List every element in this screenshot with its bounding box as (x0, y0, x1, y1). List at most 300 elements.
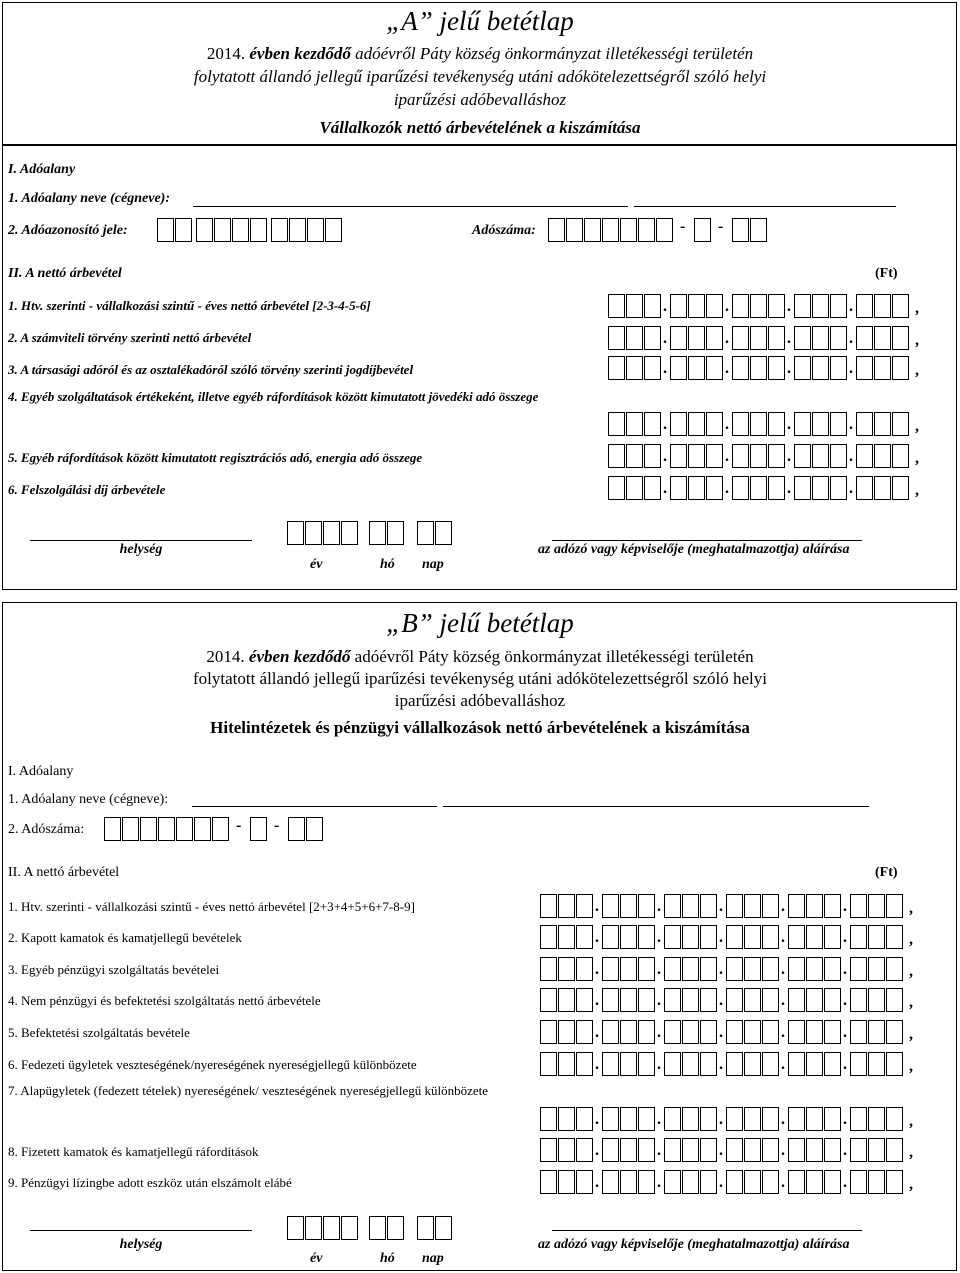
digit-box[interactable] (122, 817, 139, 841)
digit-box[interactable] (874, 476, 891, 500)
digit-box[interactable] (726, 1052, 743, 1076)
digit-box[interactable] (196, 218, 213, 242)
digit-box[interactable] (289, 218, 306, 242)
digit-box[interactable] (806, 1020, 823, 1044)
digit-box[interactable] (850, 988, 867, 1012)
digit-box[interactable] (644, 294, 661, 318)
digit-box[interactable] (886, 1107, 903, 1131)
digit-box[interactable] (540, 894, 557, 918)
digit-box[interactable] (387, 1216, 404, 1240)
digit-box[interactable] (700, 1052, 717, 1076)
digit-box[interactable] (868, 988, 885, 1012)
digit-box[interactable] (726, 1138, 743, 1162)
digit-box[interactable] (850, 1107, 867, 1131)
digit-box[interactable] (750, 356, 767, 380)
digit-box[interactable] (576, 957, 593, 981)
digit-box[interactable] (744, 957, 761, 981)
digit-box[interactable] (830, 356, 847, 380)
digit-box[interactable] (323, 1216, 340, 1240)
digit-box[interactable] (732, 444, 749, 468)
digit-box[interactable] (812, 476, 829, 500)
digit-box[interactable] (271, 218, 288, 242)
digit-box[interactable] (700, 1107, 717, 1131)
digit-box[interactable] (744, 1138, 761, 1162)
digit-box[interactable] (788, 1107, 805, 1131)
digit-box[interactable] (638, 1052, 655, 1076)
digit-box[interactable] (762, 957, 779, 981)
digit-box[interactable] (602, 1052, 619, 1076)
digit-box[interactable] (576, 1107, 593, 1131)
digit-box[interactable] (626, 294, 643, 318)
digit-box[interactable] (812, 444, 829, 468)
digit-box[interactable] (868, 1107, 885, 1131)
digit-box[interactable] (602, 988, 619, 1012)
digit-box[interactable] (824, 957, 841, 981)
digit-box[interactable] (788, 1052, 805, 1076)
form-b-signature-line[interactable] (552, 1230, 862, 1231)
digit-box[interactable] (626, 356, 643, 380)
digit-box[interactable] (620, 1170, 637, 1194)
digit-box[interactable] (250, 218, 267, 242)
digit-box[interactable] (706, 444, 723, 468)
digit-box[interactable] (576, 1170, 593, 1194)
digit-box[interactable] (824, 1052, 841, 1076)
digit-box[interactable] (868, 925, 885, 949)
digit-box[interactable] (788, 957, 805, 981)
digit-box[interactable] (750, 294, 767, 318)
digit-box[interactable] (212, 817, 229, 841)
digit-box[interactable] (886, 1138, 903, 1162)
digit-box[interactable] (620, 1020, 637, 1044)
digit-box[interactable] (548, 218, 565, 242)
digit-box[interactable] (558, 925, 575, 949)
digit-box[interactable] (323, 521, 340, 545)
digit-box[interactable] (626, 476, 643, 500)
form-b-name-field-2[interactable] (443, 806, 869, 807)
digit-box[interactable] (288, 817, 305, 841)
digit-box[interactable] (638, 1138, 655, 1162)
digit-box[interactable] (886, 1170, 903, 1194)
digit-box[interactable] (726, 1020, 743, 1044)
digit-box[interactable] (656, 218, 673, 242)
digit-box[interactable] (830, 294, 847, 318)
digit-box[interactable] (638, 218, 655, 242)
form-a-name-field-2[interactable] (634, 206, 896, 207)
digit-box[interactable] (558, 1020, 575, 1044)
digit-box[interactable] (830, 444, 847, 468)
digit-box[interactable] (806, 1052, 823, 1076)
digit-box[interactable] (638, 1020, 655, 1044)
digit-box[interactable] (744, 1107, 761, 1131)
digit-box[interactable] (794, 326, 811, 350)
digit-box[interactable] (868, 894, 885, 918)
digit-box[interactable] (830, 326, 847, 350)
digit-box[interactable] (157, 218, 174, 242)
digit-box[interactable] (744, 925, 761, 949)
digit-box[interactable] (620, 894, 637, 918)
digit-box[interactable] (806, 1170, 823, 1194)
digit-box[interactable] (700, 1170, 717, 1194)
digit-box[interactable] (794, 444, 811, 468)
digit-box[interactable] (620, 1138, 637, 1162)
digit-box[interactable] (638, 957, 655, 981)
digit-box[interactable] (706, 476, 723, 500)
digit-box[interactable] (576, 925, 593, 949)
digit-box[interactable] (700, 988, 717, 1012)
digit-box[interactable] (850, 1170, 867, 1194)
digit-box[interactable] (750, 218, 767, 242)
digit-box[interactable] (608, 476, 625, 500)
digit-box[interactable] (806, 925, 823, 949)
digit-box[interactable] (638, 925, 655, 949)
digit-box[interactable] (856, 326, 873, 350)
digit-box[interactable] (762, 988, 779, 1012)
digit-box[interactable] (341, 521, 358, 545)
digit-box[interactable] (566, 218, 583, 242)
digit-box[interactable] (726, 957, 743, 981)
digit-box[interactable] (788, 988, 805, 1012)
digit-box[interactable] (726, 925, 743, 949)
digit-box[interactable] (824, 1170, 841, 1194)
digit-box[interactable] (644, 412, 661, 436)
digit-box[interactable] (602, 1020, 619, 1044)
digit-box[interactable] (176, 817, 193, 841)
digit-box[interactable] (682, 1170, 699, 1194)
digit-box[interactable] (287, 1216, 304, 1240)
digit-box[interactable] (608, 356, 625, 380)
digit-box[interactable] (868, 957, 885, 981)
digit-box[interactable] (732, 476, 749, 500)
digit-box[interactable] (325, 218, 342, 242)
digit-box[interactable] (670, 356, 687, 380)
digit-box[interactable] (576, 988, 593, 1012)
digit-box[interactable] (744, 1020, 761, 1044)
digit-box[interactable] (540, 1107, 557, 1131)
digit-box[interactable] (175, 218, 192, 242)
digit-box[interactable] (850, 957, 867, 981)
digit-box[interactable] (750, 444, 767, 468)
digit-box[interactable] (732, 294, 749, 318)
digit-box[interactable] (540, 988, 557, 1012)
digit-box[interactable] (806, 957, 823, 981)
digit-box[interactable] (417, 521, 434, 545)
digit-box[interactable] (664, 988, 681, 1012)
digit-box[interactable] (874, 444, 891, 468)
digit-box[interactable] (688, 444, 705, 468)
digit-box[interactable] (626, 326, 643, 350)
digit-box[interactable] (688, 476, 705, 500)
digit-box[interactable] (664, 1052, 681, 1076)
digit-box[interactable] (856, 444, 873, 468)
digit-box[interactable] (700, 925, 717, 949)
digit-box[interactable] (726, 894, 743, 918)
digit-box[interactable] (868, 1020, 885, 1044)
digit-box[interactable] (874, 356, 891, 380)
digit-box[interactable] (868, 1138, 885, 1162)
digit-box[interactable] (762, 894, 779, 918)
digit-box[interactable] (250, 817, 267, 841)
digit-box[interactable] (664, 957, 681, 981)
digit-box[interactable] (620, 957, 637, 981)
digit-box[interactable] (670, 444, 687, 468)
digit-box[interactable] (850, 1138, 867, 1162)
digit-box[interactable] (664, 1138, 681, 1162)
digit-box[interactable] (706, 294, 723, 318)
digit-box[interactable] (387, 521, 404, 545)
digit-box[interactable] (830, 476, 847, 500)
digit-box[interactable] (850, 925, 867, 949)
digit-box[interactable] (806, 988, 823, 1012)
digit-box[interactable] (788, 1170, 805, 1194)
digit-box[interactable] (794, 356, 811, 380)
digit-box[interactable] (856, 412, 873, 436)
form-a-name-field-1[interactable] (193, 206, 628, 207)
digit-box[interactable] (626, 412, 643, 436)
digit-box[interactable] (540, 957, 557, 981)
digit-box[interactable] (682, 1138, 699, 1162)
digit-box[interactable] (706, 326, 723, 350)
digit-box[interactable] (670, 476, 687, 500)
digit-box[interactable] (726, 1107, 743, 1131)
digit-box[interactable] (892, 476, 909, 500)
digit-box[interactable] (856, 476, 873, 500)
digit-box[interactable] (576, 894, 593, 918)
digit-box[interactable] (306, 817, 323, 841)
digit-box[interactable] (886, 894, 903, 918)
digit-box[interactable] (788, 1020, 805, 1044)
digit-box[interactable] (892, 294, 909, 318)
digit-box[interactable] (788, 1138, 805, 1162)
digit-box[interactable] (892, 444, 909, 468)
digit-box[interactable] (744, 1170, 761, 1194)
digit-box[interactable] (608, 444, 625, 468)
digit-box[interactable] (435, 1216, 452, 1240)
digit-box[interactable] (620, 988, 637, 1012)
digit-box[interactable] (824, 925, 841, 949)
digit-box[interactable] (540, 1020, 557, 1044)
digit-box[interactable] (626, 444, 643, 468)
digit-box[interactable] (584, 218, 601, 242)
digit-box[interactable] (644, 476, 661, 500)
digit-box[interactable] (886, 957, 903, 981)
form-a-place-line[interactable] (30, 540, 252, 541)
digit-box[interactable] (682, 957, 699, 981)
digit-box[interactable] (874, 294, 891, 318)
digit-box[interactable] (540, 1138, 557, 1162)
digit-box[interactable] (670, 412, 687, 436)
digit-box[interactable] (824, 1138, 841, 1162)
digit-box[interactable] (824, 1020, 841, 1044)
digit-box[interactable] (558, 957, 575, 981)
digit-box[interactable] (158, 817, 175, 841)
digit-box[interactable] (644, 444, 661, 468)
digit-box[interactable] (682, 1107, 699, 1131)
digit-box[interactable] (558, 988, 575, 1012)
digit-box[interactable] (620, 1107, 637, 1131)
digit-box[interactable] (886, 925, 903, 949)
digit-box[interactable] (369, 1216, 386, 1240)
digit-box[interactable] (768, 326, 785, 350)
digit-box[interactable] (670, 326, 687, 350)
digit-box[interactable] (750, 476, 767, 500)
digit-box[interactable] (726, 988, 743, 1012)
digit-box[interactable] (682, 1020, 699, 1044)
digit-box[interactable] (850, 894, 867, 918)
digit-box[interactable] (750, 326, 767, 350)
digit-box[interactable] (856, 356, 873, 380)
digit-box[interactable] (682, 988, 699, 1012)
digit-box[interactable] (620, 925, 637, 949)
digit-box[interactable] (750, 412, 767, 436)
digit-box[interactable] (602, 1107, 619, 1131)
digit-box[interactable] (341, 1216, 358, 1240)
digit-box[interactable] (794, 476, 811, 500)
digit-box[interactable] (762, 925, 779, 949)
digit-box[interactable] (602, 894, 619, 918)
digit-box[interactable] (768, 356, 785, 380)
digit-box[interactable] (688, 326, 705, 350)
digit-box[interactable] (682, 894, 699, 918)
digit-box[interactable] (602, 925, 619, 949)
digit-box[interactable] (700, 1138, 717, 1162)
digit-box[interactable] (602, 1138, 619, 1162)
digit-box[interactable] (824, 894, 841, 918)
digit-box[interactable] (307, 218, 324, 242)
digit-box[interactable] (682, 925, 699, 949)
digit-box[interactable] (892, 356, 909, 380)
digit-box[interactable] (744, 1052, 761, 1076)
digit-box[interactable] (732, 412, 749, 436)
digit-box[interactable] (744, 894, 761, 918)
digit-box[interactable] (768, 476, 785, 500)
digit-box[interactable] (812, 356, 829, 380)
digit-box[interactable] (232, 218, 249, 242)
digit-box[interactable] (732, 356, 749, 380)
digit-box[interactable] (638, 894, 655, 918)
digit-box[interactable] (892, 326, 909, 350)
digit-box[interactable] (608, 294, 625, 318)
digit-box[interactable] (856, 294, 873, 318)
digit-box[interactable] (305, 521, 322, 545)
digit-box[interactable] (576, 1138, 593, 1162)
digit-box[interactable] (638, 1170, 655, 1194)
digit-box[interactable] (762, 1138, 779, 1162)
form-b-name-field-1[interactable] (192, 806, 437, 807)
digit-box[interactable] (104, 817, 121, 841)
digit-box[interactable] (638, 1107, 655, 1131)
digit-box[interactable] (194, 817, 211, 841)
digit-box[interactable] (868, 1170, 885, 1194)
digit-box[interactable] (602, 957, 619, 981)
digit-box[interactable] (806, 1107, 823, 1131)
digit-box[interactable] (694, 218, 711, 242)
digit-box[interactable] (214, 218, 231, 242)
digit-box[interactable] (886, 1020, 903, 1044)
digit-box[interactable] (602, 218, 619, 242)
digit-box[interactable] (762, 1170, 779, 1194)
digit-box[interactable] (435, 521, 452, 545)
digit-box[interactable] (700, 1020, 717, 1044)
digit-box[interactable] (768, 412, 785, 436)
digit-box[interactable] (850, 1052, 867, 1076)
digit-box[interactable] (788, 925, 805, 949)
digit-box[interactable] (700, 894, 717, 918)
digit-box[interactable] (644, 326, 661, 350)
digit-box[interactable] (732, 218, 749, 242)
digit-box[interactable] (892, 412, 909, 436)
digit-box[interactable] (140, 817, 157, 841)
digit-box[interactable] (287, 521, 304, 545)
digit-box[interactable] (558, 1170, 575, 1194)
digit-box[interactable] (868, 1052, 885, 1076)
digit-box[interactable] (638, 988, 655, 1012)
digit-box[interactable] (850, 1020, 867, 1044)
digit-box[interactable] (824, 1107, 841, 1131)
digit-box[interactable] (732, 326, 749, 350)
digit-box[interactable] (620, 1052, 637, 1076)
form-b-place-line[interactable] (30, 1230, 252, 1231)
digit-box[interactable] (794, 294, 811, 318)
digit-box[interactable] (369, 521, 386, 545)
digit-box[interactable] (602, 1170, 619, 1194)
form-a-signature-line[interactable] (552, 540, 862, 541)
digit-box[interactable] (558, 1138, 575, 1162)
digit-box[interactable] (762, 1020, 779, 1044)
digit-box[interactable] (576, 1052, 593, 1076)
digit-box[interactable] (886, 1052, 903, 1076)
digit-box[interactable] (762, 1052, 779, 1076)
digit-box[interactable] (788, 894, 805, 918)
digit-box[interactable] (794, 412, 811, 436)
digit-box[interactable] (608, 412, 625, 436)
digit-box[interactable] (664, 894, 681, 918)
digit-box[interactable] (830, 412, 847, 436)
digit-box[interactable] (688, 294, 705, 318)
digit-box[interactable] (806, 894, 823, 918)
digit-box[interactable] (664, 1107, 681, 1131)
digit-box[interactable] (768, 294, 785, 318)
digit-box[interactable] (540, 925, 557, 949)
digit-box[interactable] (664, 1020, 681, 1044)
digit-box[interactable] (744, 988, 761, 1012)
digit-box[interactable] (608, 326, 625, 350)
digit-box[interactable] (700, 957, 717, 981)
digit-box[interactable] (726, 1170, 743, 1194)
digit-box[interactable] (824, 988, 841, 1012)
digit-box[interactable] (620, 218, 637, 242)
digit-box[interactable] (664, 925, 681, 949)
digit-box[interactable] (540, 1170, 557, 1194)
digit-box[interactable] (540, 1052, 557, 1076)
digit-box[interactable] (682, 1052, 699, 1076)
digit-box[interactable] (886, 988, 903, 1012)
digit-box[interactable] (305, 1216, 322, 1240)
digit-box[interactable] (688, 356, 705, 380)
digit-box[interactable] (644, 356, 661, 380)
digit-box[interactable] (558, 1107, 575, 1131)
digit-box[interactable] (558, 1052, 575, 1076)
digit-box[interactable] (768, 444, 785, 468)
digit-box[interactable] (762, 1107, 779, 1131)
digit-box[interactable] (706, 412, 723, 436)
digit-box[interactable] (874, 326, 891, 350)
digit-box[interactable] (812, 294, 829, 318)
digit-box[interactable] (558, 894, 575, 918)
digit-box[interactable] (417, 1216, 434, 1240)
digit-box[interactable] (670, 294, 687, 318)
digit-box[interactable] (812, 412, 829, 436)
digit-box[interactable] (874, 412, 891, 436)
